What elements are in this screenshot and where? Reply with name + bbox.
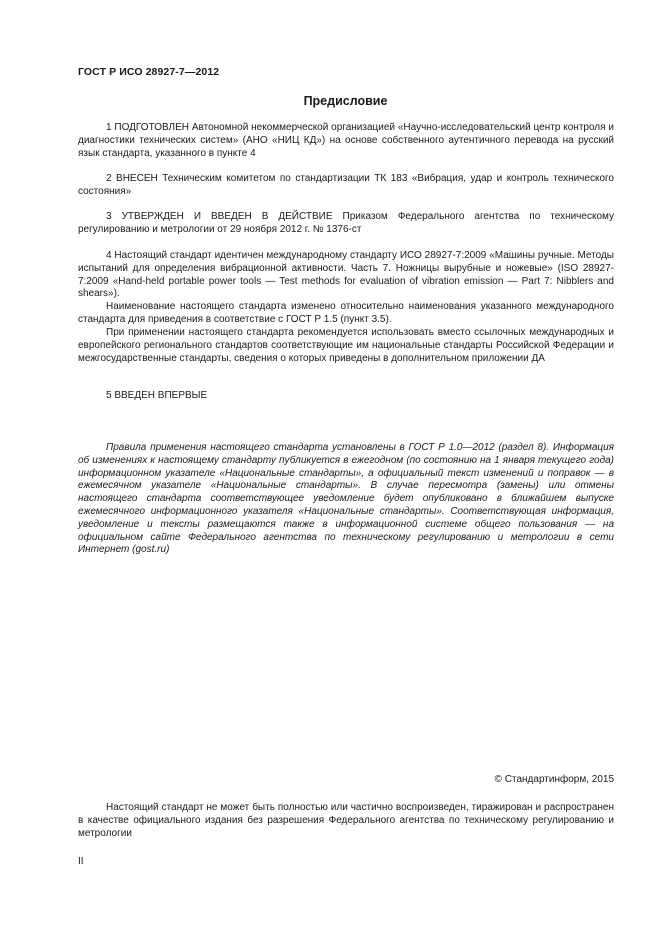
paragraph-4-name-change: Наименование настоящего стандарта изменено относительно наименования указанного международного стандарта для приведения в соответствие с ГОСТ Р 1.5 (пункт 3.5). [78, 301, 614, 325]
page-title: Предисловие [303, 94, 388, 108]
paragraph-1: 1 ПОДГОТОВЛЕН Автономной некоммерческой организацией «Научно-исследовательский центр контроля и диагностики технических систем» (АНО «НИЦ КД») на основе собственного аутентичного перевода на русский язык стандарта, указанного в пункте 4 [78, 122, 614, 159]
paragraph-4-references: При применении настоящего стандарта рекомендуется использовать вместо ссылочных международных и европейского регионального стандартов соответствующие им национальные стандарты Российской Федерации и межгосударственные стандарты, сведения о которых приведены в дополнительном приложении ДА [78, 327, 614, 364]
paragraph-4: 4 Настоящий стандарт идентичен международному стандарту ИСО 28927-7:2009 «Машины ручные. Методы испытаний для определения вибрационной активности. Часть 7. Ножницы вырубные и ножевые» (ISO 28927-7:2009 «Hand-held portable power tools — Test methods for evaluation of vibration emission — Part 7: Nibblers and shears»). [78, 250, 614, 300]
page-number: II [78, 856, 84, 867]
copyright: © Стандартинформ, 2015 [494, 774, 614, 785]
paragraph-2: 2 ВНЕСЕН Техническим комитетом по стандартизации ТК 183 «Вибрация, удар и контроль технического состояния» [78, 173, 614, 197]
reproduction-notice: Настоящий стандарт не может быть полностью или частично воспроизведен, тиражирован и распространен в качестве официального издания без разрешения Федерального агентства по техническому регулированию и метрологии [78, 802, 614, 839]
standard-code-header: ГОСТ Р ИСО 28927-7—2012 [78, 66, 220, 78]
paragraph-3: 3 УТВЕРЖДЕН И ВВЕДЕН В ДЕЙСТВИЕ Приказом Федерального агентства по техническому регулированию и метрологии от 29 ноября 2012 г. № 1376-ст [78, 211, 614, 235]
rules-notice: Правила применения настоящего стандарта установлены в ГОСТ Р 1.0—2012 (раздел 8). Информация об изменениях к настоящему стандарту публикуется в ежегодном (по состоянию на 1 января текущего года) информационном указателе «Национальные стандарты», а официальный текст изменений и поправок — в ежемесячном указателе «Национальные стандарты». В случае пересмотра (замены) или отмены настоящего стандарта соответствующее уведомление будет опубликовано в ближайшем выпуске ежемесячного информационного указателя «Национальные стандарты». Соответствующая информация, уведомление и тексты размещаются также в информационной системе общего пользования — на официальном сайте Федерального агентства по техническому регулированию и метрологии в сети Интернет (gost.ru) [78, 442, 614, 556]
paragraph-5: 5 ВВЕДЕН ВПЕРВЫЕ [106, 390, 208, 401]
